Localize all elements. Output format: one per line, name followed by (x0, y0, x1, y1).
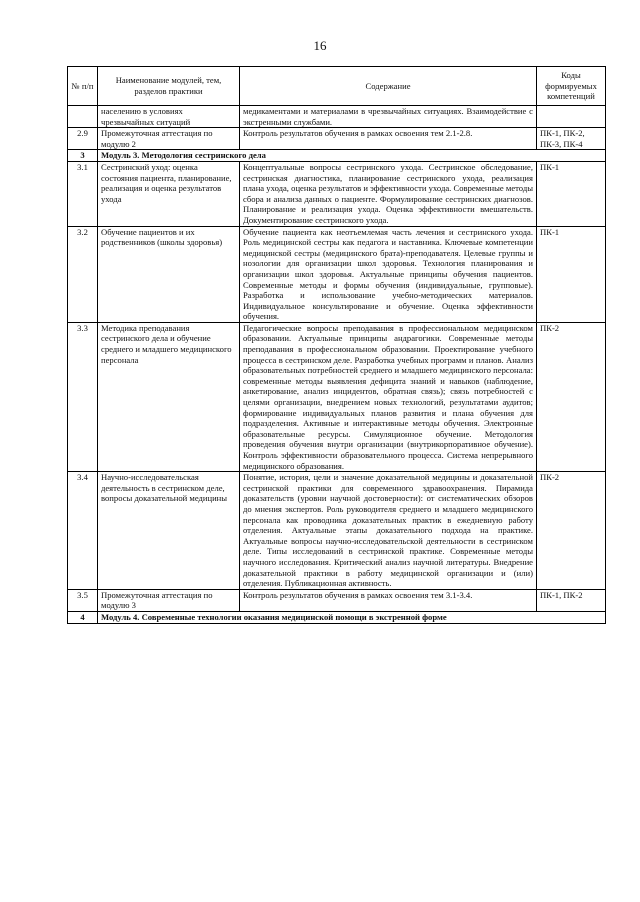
row-content: Концептуальные вопросы сестринского ухода. Сестринское обследование, сестринская диагностика, планирование сестринского ухода, реализация плана ухода, оценка результатов и эффективности ухода. Современные методы сбора и анализа данных о пациенте. Формулирование сестринских диагнозов. Планирование и реализация ухода. Оценка эффективности вмешательств. Документирование сестринского ухода. (240, 161, 537, 226)
row-num: 3.3 (68, 322, 98, 471)
row-name: населению в условиях чрезвычайных ситуаций (98, 106, 240, 128)
module-row (68, 150, 606, 162)
row-num (68, 106, 98, 128)
row-name: Сестринский уход: оценка состояния пациента, планирование, реализация и оценка результатов ухода (98, 161, 240, 226)
table-row (68, 589, 606, 611)
row-name: Обучение пациентов и их родственников (школы здоровья) (98, 226, 240, 322)
page-number: 16 (313, 38, 327, 53)
row-competencies: ПК-1 (537, 226, 606, 322)
header-competencies: Коды формируемых компетенций (537, 67, 606, 106)
row-name: Научно-исследовательская деятельность в сестринском деле, вопросы доказательной медицины (98, 472, 240, 590)
row-content: Педагогические вопросы преподавания в профессиональном медицинском образовании. Актуальные принципы андрагогики. Современные методы преподавания в профессиональном образовании. Проектирование учебного процесса в сестринском деле. Разработка учебных программ и планов. Анализ образовательных потребностей среднего и младшего медицинского персонала: современные методы выявления дефицита знаний и навыков (наблюдение, анкетирование, анализ инцидентов, обратная связь); связь потребностей с целями организации, внедрением новых технологий, результатами аудитов; формирование индивидуальных планов развития и плана обучения для подразделения. Активные и интерактивные методы обучения. Электронные образовательные ресурсы. Симуляционное обучение. Методология проведения обучения внутри организации (внутрикорпоративное обучение). Контроль эффективности образовательного процесса. Система непрерывного медицинского образования. (240, 322, 537, 471)
module-title: Модуль 4. Современные технологии оказания медицинской помощи в экстренной форме (98, 611, 606, 623)
table-row (68, 226, 606, 322)
header-name: Наименование модулей, тем, разделов практики (98, 67, 240, 106)
row-competencies: ПК-2 (537, 472, 606, 590)
row-name: Методика преподавания сестринского дела и обучение среднего и младшего медицинского персонала (98, 322, 240, 471)
module-title: Модуль 3. Методология сестринского дела (98, 150, 606, 162)
module-num: 4 (68, 611, 98, 623)
row-num: 3.2 (68, 226, 98, 322)
curriculum-table (67, 66, 606, 624)
row-content: Обучение пациента как неотъемлемая часть лечения и сестринского ухода. Роль медицинской сестры как педагога и наставника. Ключевые компетенции медицинской сестры (медицинского брата)-преподавателя. Целевые группы и нозологии для организации школ здоровья. Технология планирования и организации школ здоровья. Актуальные принципы обучения пациентов. Современные методы и формы обучения (индивидуальные, групповые). Разработка и использование учебно-методических материалов. Индивидуальное консультирование и обучение. Оценка эффективности обучения. (240, 226, 537, 322)
header-content: Содержание (240, 67, 537, 106)
header-num: № п/п (68, 67, 98, 106)
module-row (68, 611, 606, 623)
row-competencies: ПК-1 (537, 161, 606, 226)
module-num: 3 (68, 150, 98, 162)
row-competencies: ПК-2 (537, 322, 606, 471)
table-row (68, 322, 606, 471)
table-row (68, 128, 606, 150)
row-content: Понятие, история, цели и значение доказательной медицины и доказательной сестринской практики для современного здравоохранения. Пирамида доказательств (уровни научной достоверности): от систематических обзоров до мнения экспертов. Роль руководителя среднего и младшего медицинского персонала как проводника доказательных практик в ежедневную работу отделения. Актуальные этапы доказательного подхода на практике. Актуальные вопросы научно-исследовательской деятельности в сестринском деле. Типы исследований в сестринской практике. Современные методы научного исследования. Критический анализ научной литературы. Внедрение доказательной практики в работу медицинской организации и (или) отделения. Публикационная активность. (240, 472, 537, 590)
table-row (68, 106, 606, 128)
table-row (68, 472, 606, 590)
row-num: 3.1 (68, 161, 98, 226)
row-competencies: ПК-1, ПК-2 (537, 589, 606, 611)
row-num: 3.4 (68, 472, 98, 590)
row-num: 2.9 (68, 128, 98, 150)
table-header-row (68, 67, 606, 106)
row-competencies: ПК-1, ПК-2, ПК-3, ПК-4 (537, 128, 606, 150)
row-content: Контроль результатов обучения в рамках освоения тем 2.1-2.8. (240, 128, 537, 150)
row-num: 3.5 (68, 589, 98, 611)
row-content: медикаментами и материалами в чрезвычайных ситуациях. Взаимодействие с экстренными службами. (240, 106, 537, 128)
row-competencies (537, 106, 606, 128)
table-row (68, 161, 606, 226)
row-name: Промежуточная аттестация по модулю 2 (98, 128, 240, 150)
row-name: Промежуточная аттестация по модулю 3 (98, 589, 240, 611)
row-content: Контроль результатов обучения в рамках освоения тем 3.1-3.4. (240, 589, 537, 611)
